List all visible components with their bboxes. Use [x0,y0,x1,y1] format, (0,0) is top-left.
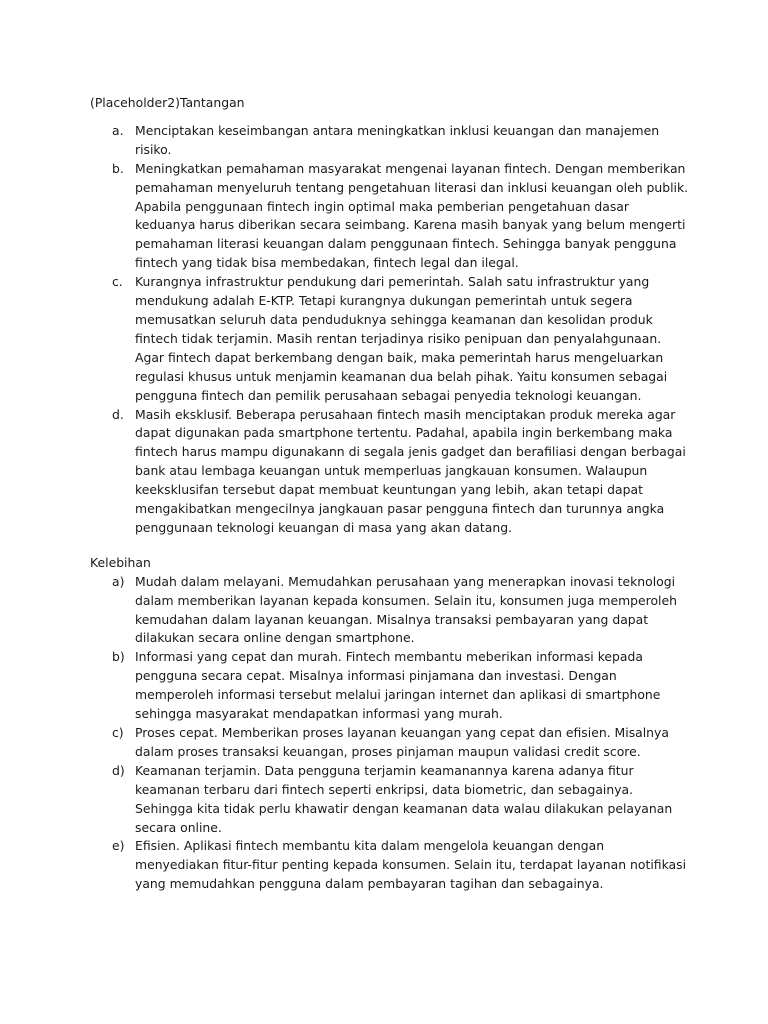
list-marker: a) [112,573,125,589]
list-item-text: Menciptakan keseimbangan antara meningkatkan inklusi keuangan dan manajemen risiko. [135,122,660,157]
list-item-text: Masih eksklusif. Beberapa perusahaan fintech masih menciptakan produk mereka agar dapat digunakan pada smartphone tertentu. Padahal, apabila ingin berkembang maka fintech harus mampu digunakann di segala jenis gadget dan berafiliasi dengan berbagai bank atau lembaga keuangan untuk memperluas jangkauan konsumen. Walaupun keeksklusifan tersebut dapat membuat keuntungan yang lebih, akan tetapi dapat mengakibatkan mengecilnya jangkauan pasar pengguna fintech dan turunnya angka penggunaan teknologi keuangan di masa yang akan datang. [135,406,686,535]
list-item [90,762,690,838]
list-item [90,837,690,894]
list-marker: b. [112,160,124,176]
list-item-text: Proses cepat. Memberikan proses layanan keuangan yang cepat dan efisien. Misalnya dalam proses transaksi keuangan, proses pinjaman maupun validasi credit score. [135,725,669,759]
list-marker: d) [112,762,125,778]
list-item [90,122,690,160]
section-heading-tantangan: (Placeholder2)Tantangan [90,95,245,110]
list-marker: d. [112,406,124,422]
list-item-text: Efisien. Aplikasi fintech membantu kita dalam mengelola keuangan dengan menyediakan fitur-fitur penting kepada konsumen. Selain itu, terdapat layanan notifikasi yang memudahkan pengguna dalam pembayaran tagihan dan sebagainya. [135,838,687,892]
document-content [90,94,690,894]
list-item-text: Informasi yang cepat dan murah. Fintech membantu meberikan informasi kepada pengguna secara cepat. Misalnya informasi pinjamana dan investasi. Dengan memperoleh informasi tersebut melalui jaringan internet dan aplikasi di smartphone sehingga masyarakat mendapatkan informasi yang murah. [135,649,661,722]
list-item-text: Mudah dalam melayani. Memudahkan perusahaan yang menerapkan inovasi teknologi dalam memberikan layanan kepada konsumen. Selain itu, konsumen juga memperoleh kemudahan dalam layanan keuangan. Misalnya transaksi pembayaran yang dapat dilakukan secara online dengan smartphone. [135,573,677,646]
section-heading-kelebihan: Kelebihan [90,554,151,570]
list-item-text: Keamanan terjamin. Data pengguna terjamin keamanannya karena adanya fitur keamanan terbaru dari fintech seperti enkripsi, data biometric, dan sebagainya. Sehingga kita tidak perlu khawatir dengan keamanan data walau dilakukan pelayanan secara online. [135,762,673,835]
list-item [90,648,690,724]
tantangan-list [90,122,690,538]
list-item [90,724,690,762]
list-item [90,160,690,273]
kelebihan-list [90,573,690,894]
list-item [90,273,690,405]
list-marker: c. [112,274,123,290]
list-marker: c) [112,725,124,740]
list-marker: b) [112,649,125,665]
list-item [90,406,690,538]
list-item-text: Meningkatkan pemahaman masyarakat mengenai layanan fintech. Dengan memberikan pemahaman menyeluruh tentang pengetahuan literasi dan inklusi keuangan oleh publik. Apabila penggunaan fintech ingin optimal maka pemberian pengetahuan dasar keduanya harus diberikan secara seimbang. Karena masih banyak yang belum mengerti pemahaman literasi keuangan dalam penggunaan fintech. Sehingga banyak pengguna fintech yang tidak bisa membedakan, fintech legal dan ilegal. [135,160,689,271]
list-marker: a. [112,122,124,138]
list-marker: e) [112,838,125,854]
list-item [90,573,690,649]
list-item-text: Kurangnya infrastruktur pendukung dari pemerintah. Salah satu infrastruktur yang mendukung adalah E-KTP. Tetapi kurangnya dukungan pemerintah untuk segera memusatkan seluruh data penduduknya sehingga keamanan dan kesolidan produk fintech tidak terjamin. Masih rentan terjadinya risiko penipuan dan penyalahgunaan. Agar fintech dapat berkembang dengan baik, maka pemerintah harus mengeluarkan regulasi khusus untuk menjamin keamanan dua belah pihak. Yaitu konsumen sebagai pengguna fintech dan pemilik perusahaan sebagai penyedia teknologi keuangan. [135,274,668,403]
